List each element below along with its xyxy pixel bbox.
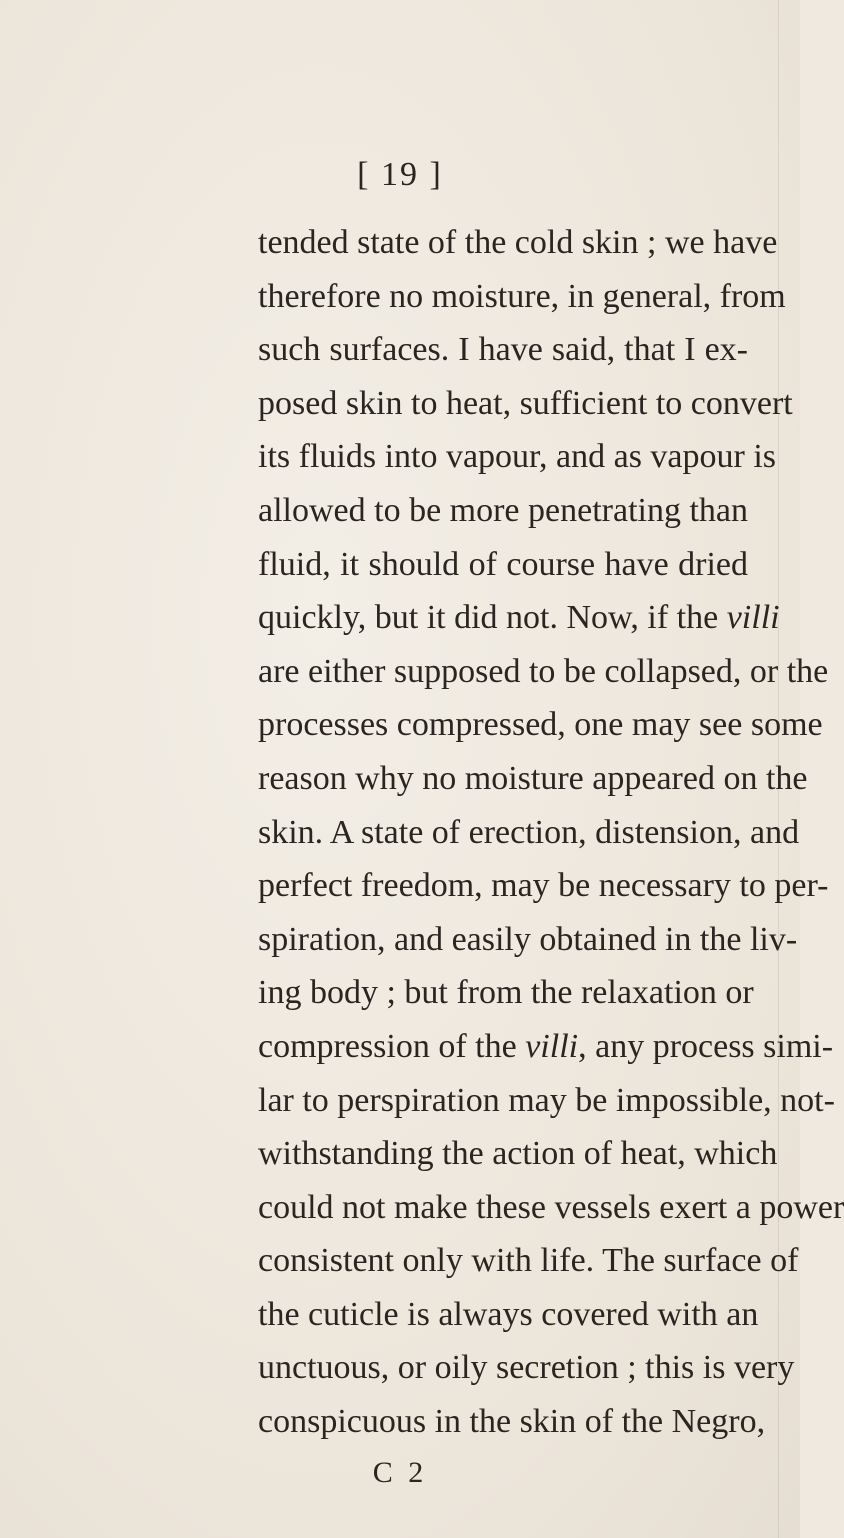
- text-line: unctuous, or oily secretion ; this is very: [258, 1349, 795, 1387]
- text-line: spiration, and easily obtained in the liv-: [258, 920, 798, 958]
- body-text: [258, 216, 844, 1449]
- text-line: fluid, it should of course have dried: [258, 545, 748, 583]
- page-number-header: [ 19 ]: [357, 156, 443, 193]
- text-line: its fluids into vapour, and as vapour is: [258, 438, 777, 476]
- text-line: perfect freedom, may be necessary to per-: [258, 867, 829, 905]
- text-line: are either supposed to be collapsed, or the: [258, 652, 829, 690]
- text-line: quickly, but it did not. Now, if the villi: [258, 599, 780, 637]
- text-line: reason why no moisture appeared on the: [258, 759, 808, 797]
- text-line: consistent only with life. The surface of: [258, 1242, 799, 1280]
- text-line: allowed to be more penetrating than: [258, 491, 748, 529]
- text-line: therefore no moisture, in general, from: [258, 277, 786, 315]
- text-line: tended state of the cold skin ; we have: [258, 224, 778, 261]
- text-line: conspicuous in the skin of the Negro,: [258, 1403, 766, 1441]
- text-line: the cuticle is always covered with an: [258, 1295, 759, 1333]
- text-line: ing body ; but from the relaxation or: [258, 974, 754, 1012]
- text-line: such surfaces. I have said, that I ex-: [258, 331, 748, 369]
- text-line: compression of the villi, any process simi-: [258, 1027, 834, 1065]
- text-line: skin. A state of erection, distension, and: [258, 813, 800, 851]
- text-line: processes compressed, one may see some: [258, 706, 823, 744]
- text-line: withstanding the action of heat, which: [258, 1135, 778, 1173]
- text-line: posed skin to heat, sufficient to convert: [258, 384, 793, 422]
- signature-mark: C 2: [372, 1456, 428, 1489]
- text-line: could not make these vessels exert a power: [258, 1188, 844, 1226]
- text-line: lar to perspiration may be impossible, not-: [258, 1081, 835, 1119]
